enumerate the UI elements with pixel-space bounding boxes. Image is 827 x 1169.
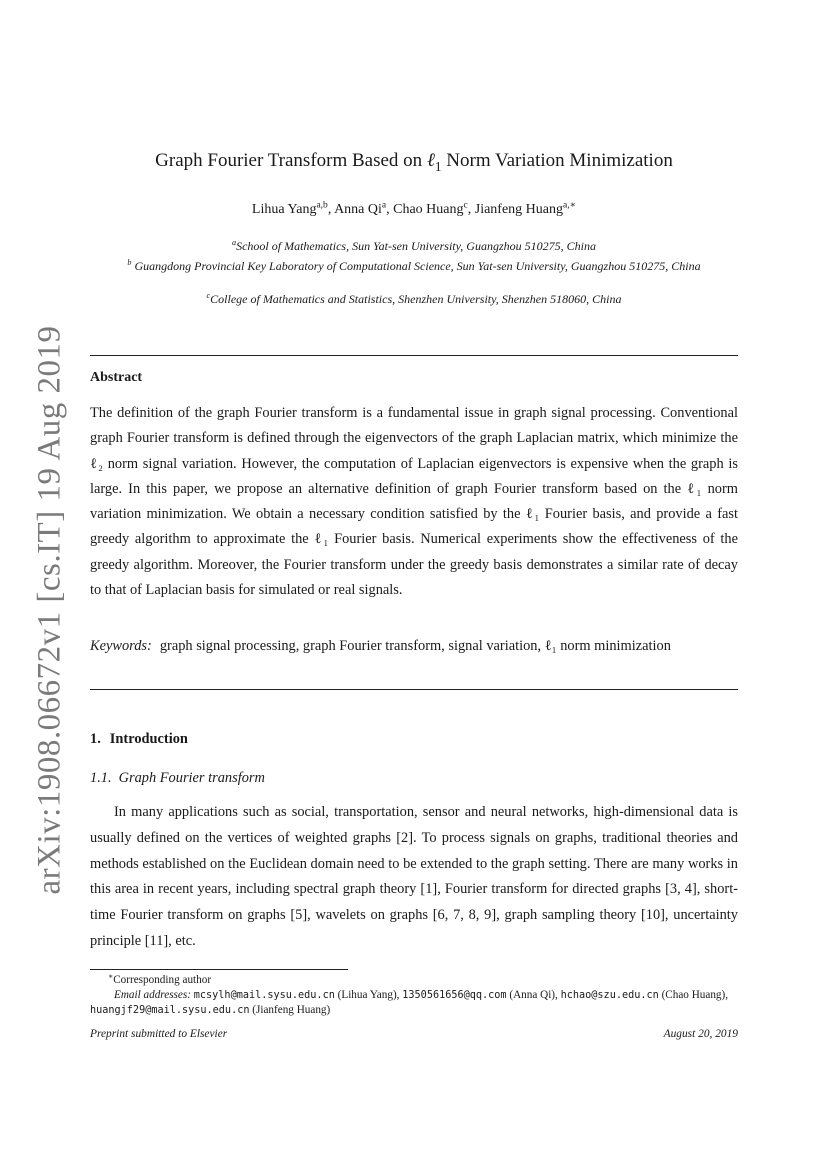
email-link[interactable]: mcsylh@mail.sysu.edu.cn — [193, 990, 335, 1001]
footnote-corresponding — [108, 971, 212, 986]
footer-preprint-note: Preprint submitted to Elsevier — [90, 1028, 228, 1040]
affiliation-mark: c — [206, 291, 211, 300]
footnote-rule — [90, 969, 348, 970]
keywords — [90, 634, 738, 659]
affiliation-text: College of Mathematics and Statistics, Shenzhen University, Shenzhen 518060, China — [210, 292, 622, 306]
abstract-heading: Abstract — [90, 370, 143, 385]
abstract-bottom-rule — [90, 689, 738, 690]
email-owner: (Anna Qi), — [506, 989, 561, 1001]
title-after: Norm Variation Minimization — [441, 150, 673, 171]
author-affil-mark: a,∗ — [563, 200, 577, 211]
email-label: Email addresses: — [114, 989, 191, 1001]
subsection-number: 1.1. — [90, 770, 112, 786]
author-separator: , — [327, 202, 335, 217]
author-affil-mark: a,b — [316, 200, 328, 211]
email-owner: (Jianfeng Huang) — [249, 1004, 331, 1016]
arxiv-identifier-stamp: arXiv:1908.06672v1 [cs.IT] 19 Aug 2019 — [31, 325, 68, 895]
email-owner: (Lihua Yang), — [334, 989, 403, 1001]
affiliation-mark: a — [232, 238, 237, 247]
email-link[interactable]: 1350561656@qq.com — [402, 990, 507, 1001]
subsection-heading — [90, 770, 265, 787]
subsection-title: Graph Fourier transform — [118, 770, 265, 786]
author-name: Anna Qi — [334, 202, 382, 217]
section-heading — [90, 731, 188, 748]
title-ell-subscript: 1 — [434, 158, 442, 174]
paper-title — [90, 150, 738, 175]
author-name: Lihua Yang — [251, 202, 317, 217]
affiliation-text: Guangdong Provincial Key Laboratory of Computational Science, Sun Yat-sen University, Guangzhou 510275, China — [134, 259, 701, 273]
affiliation-mark: b — [127, 258, 132, 267]
affiliation-a — [90, 238, 738, 254]
author-separator: , — [467, 202, 475, 217]
email-owner: (Chao Huang), — [658, 989, 729, 1001]
title-ell-symbol: ℓ — [426, 150, 435, 171]
keywords-text: graph signal processing, graph Fourier transform, signal variation, ℓ₁ norm minimization — [159, 638, 671, 654]
author-name: Chao Huang — [393, 202, 464, 217]
title-before: Graph Fourier Transform Based on — [155, 150, 427, 171]
section-title: Introduction — [109, 731, 188, 747]
author-list — [90, 202, 738, 218]
author-name: Jianfeng Huang — [474, 202, 564, 217]
author-affil-mark: c — [463, 200, 468, 211]
email-link[interactable]: huangjf29@mail.sysu.edu.cn — [90, 1005, 250, 1016]
footnote-mark: ∗ — [108, 971, 114, 981]
affiliation-b — [90, 258, 738, 274]
affiliation-text: School of Mathematics, Sun Yat-sen University, Guangzhou 510275, China — [236, 239, 596, 253]
intro-paragraph: In many applications such as social, transportation, sensor and neural networks, high-dimensional data is usually defined on the vertices of weighted graphs [2]. To process signals on graphs, traditional theories and methods established on the Euclidean domain need to be extended to the graph setting. There are many works in this area in recent years, including spectral graph theory [1], Fourier transform for directed graphs [3, 4], short-time Fourier transform on graphs [5], wavelets on graphs [6, 7, 8, 9], graph sampling theory [10], uncertainty principle [11], etc. — [90, 804, 738, 949]
affiliation-c — [90, 291, 738, 307]
section-number: 1. — [90, 731, 101, 747]
keywords-label: Keywords: — [90, 638, 152, 654]
author-separator: , — [386, 202, 394, 217]
footer-date: August 20, 2019 — [663, 1028, 738, 1040]
author-affil-mark: a — [381, 200, 387, 211]
footnote-emails — [90, 988, 738, 1018]
abstract-top-rule — [90, 355, 738, 356]
abstract-body: The definition of the graph Fourier transform is a fundamental issue in graph signal processing. Conventional graph Fourier transform is defined through the eigenvectors of the graph Laplacian matrix, which minimize the ℓ₂ norm signal variation. However, the computation of Laplacian eigenvectors is expensive when the graph is large. In this paper, we propose an alternative definition of graph Fourier transform based on the ℓ₁ norm variation minimization. We obtain a necessary condition satisfied by the ℓ₁ Fourier basis, and provide a fast greedy algorithm to approximate the ℓ₁ Fourier basis. Numerical experiments show the effectiveness of the greedy algorithm. Moreover, the Fourier transform under the greedy basis demonstrates a similar rate of decay to that of Laplacian basis for simulated or real signals. — [90, 405, 738, 599]
email-link[interactable]: hchao@szu.edu.cn — [560, 990, 659, 1001]
footnote-corresponding-text: Corresponding author — [113, 974, 212, 986]
